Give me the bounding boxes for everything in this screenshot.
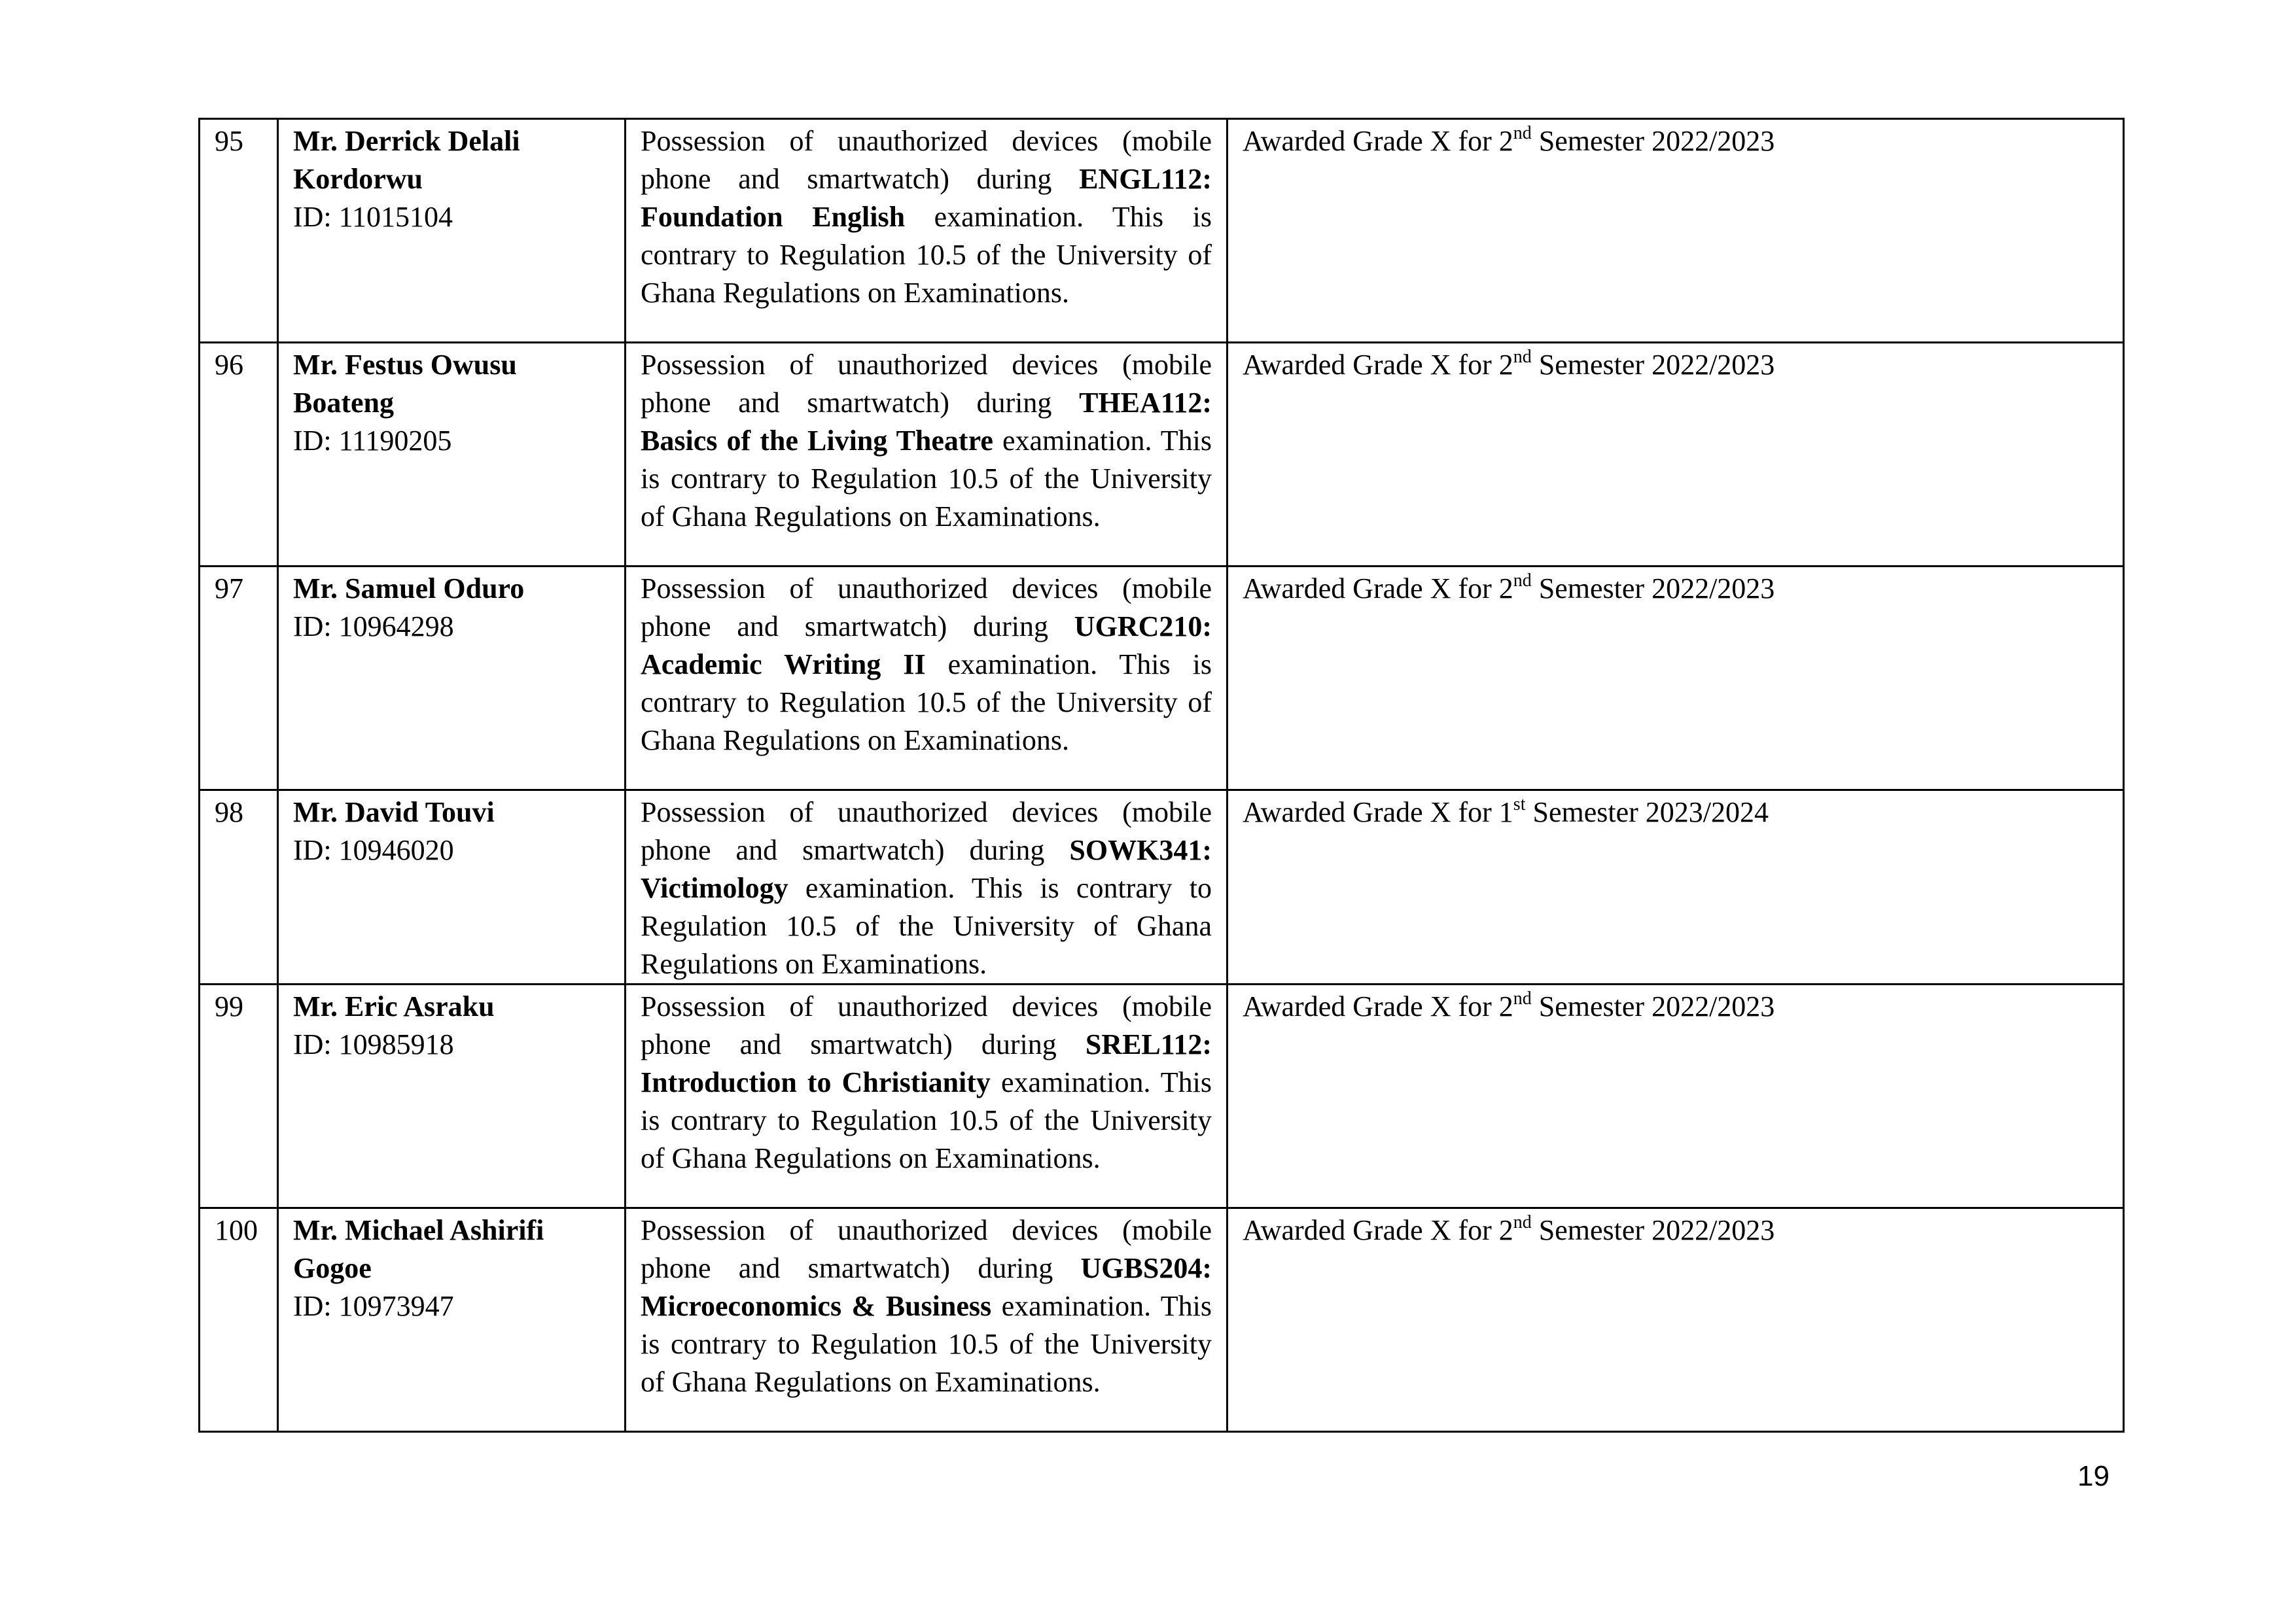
sanction-text-pre: Awarded Grade X for 2 bbox=[1243, 990, 1513, 1022]
offence-text-post: examination. This is contrary to Regulation 10.5 of the University of Ghana Regulations on Examinations. bbox=[641, 1290, 1212, 1398]
sanction-text-pre: Awarded Grade X for 1 bbox=[1243, 796, 1513, 828]
offence-text-post: examination. This is contrary to Regulation 10.5 of the University of Ghana Regulations on Examinations. bbox=[641, 1066, 1212, 1174]
table-row bbox=[200, 567, 2124, 790]
sanction-ordinal: nd bbox=[1513, 123, 1532, 144]
sanction-ordinal: nd bbox=[1513, 1212, 1532, 1233]
sanction-text-post: Semester 2022/2023 bbox=[1531, 990, 1775, 1022]
student-id-label: ID: bbox=[293, 610, 332, 642]
row-number: 97 bbox=[200, 567, 278, 790]
sanction-text-post: Semester 2022/2023 bbox=[1531, 125, 1775, 157]
sanction-cell bbox=[1227, 567, 2124, 790]
student-name: Mr. Eric Asraku bbox=[293, 990, 495, 1022]
offence-text-pre: Possession of unauthorized devices (mobile phone and smartwatch) during bbox=[641, 796, 1212, 866]
table-row bbox=[200, 790, 2124, 985]
student-name: Mr. David Touvi bbox=[293, 796, 495, 828]
offence-cell bbox=[626, 1208, 1227, 1432]
offence-cell bbox=[626, 567, 1227, 790]
sanction-cell bbox=[1227, 790, 2124, 985]
row-number: 98 bbox=[200, 790, 278, 985]
row-number: 95 bbox=[200, 119, 278, 343]
row-number: 100 bbox=[200, 1208, 278, 1432]
sanction-cell bbox=[1227, 343, 2124, 567]
student-name: Mr. Michael Ashirifi Gogoe bbox=[293, 1214, 544, 1284]
student-id-value: 10985918 bbox=[338, 1028, 454, 1060]
sanction-ordinal: nd bbox=[1513, 347, 1532, 368]
offence-text-post: examination. This is contrary to Regulation 10.5 of the University of Ghana Regulations on Examinations. bbox=[641, 425, 1212, 532]
sanction-cell bbox=[1227, 119, 2124, 343]
table-row bbox=[200, 1208, 2124, 1432]
sanction-text-post: Semester 2022/2023 bbox=[1531, 1214, 1775, 1246]
sanction-text-post: Semester 2022/2023 bbox=[1531, 349, 1775, 381]
sanction-ordinal: st bbox=[1513, 794, 1526, 815]
student-id-label: ID: bbox=[293, 1290, 332, 1322]
course-name: THEA112: Basics of the Living Theatre bbox=[641, 387, 1212, 457]
row-number: 99 bbox=[200, 985, 278, 1208]
disciplinary-table bbox=[198, 118, 2125, 1433]
student-id-value: 10964298 bbox=[338, 610, 454, 642]
offence-text-pre: Possession of unauthorized devices (mobile phone and smartwatch) during bbox=[641, 1214, 1212, 1284]
student-cell bbox=[278, 1208, 626, 1432]
sanction-text-post: Semester 2022/2023 bbox=[1531, 572, 1775, 604]
offence-text-pre: Possession of unauthorized devices (mobile phone and smartwatch) during bbox=[641, 990, 1212, 1060]
student-cell bbox=[278, 119, 626, 343]
student-id bbox=[293, 198, 610, 236]
sanction-text-pre: Awarded Grade X for 2 bbox=[1243, 572, 1513, 604]
student-cell bbox=[278, 790, 626, 985]
offence-text-pre: Possession of unauthorized devices (mobile phone and smartwatch) during bbox=[641, 125, 1212, 195]
sanction-text-pre: Awarded Grade X for 2 bbox=[1243, 349, 1513, 381]
row-number: 96 bbox=[200, 343, 278, 567]
offence-cell bbox=[626, 790, 1227, 985]
course-name: UGBS204: Microeconomics & Business bbox=[641, 1252, 1212, 1322]
offence-text-post: examination. This is contrary to Regulation 10.5 of the University of Ghana Regulations on Examinations. bbox=[641, 201, 1212, 309]
sanction-text-post: Semester 2023/2024 bbox=[1525, 796, 1769, 828]
student-id bbox=[293, 1287, 610, 1325]
course-name: SREL112: Introduction to Christianity bbox=[641, 1028, 1212, 1098]
page-number: 19 bbox=[2077, 1460, 2110, 1492]
table-row bbox=[200, 985, 2124, 1208]
student-id-value: 10946020 bbox=[338, 834, 454, 866]
student-cell bbox=[278, 985, 626, 1208]
student-id-label: ID: bbox=[293, 425, 332, 457]
course-name: UGRC210: Academic Writing II bbox=[641, 610, 1212, 680]
sanction-text-pre: Awarded Grade X for 2 bbox=[1243, 125, 1513, 157]
student-cell bbox=[278, 343, 626, 567]
sanction-ordinal: nd bbox=[1513, 570, 1532, 591]
student-id bbox=[293, 1026, 610, 1064]
student-id-label: ID: bbox=[293, 201, 332, 233]
course-name: ENGL112: Foundation English bbox=[641, 163, 1212, 233]
student-cell bbox=[278, 567, 626, 790]
sanction-cell bbox=[1227, 1208, 2124, 1432]
offence-cell bbox=[626, 119, 1227, 343]
student-id-value: 11190205 bbox=[338, 425, 452, 457]
offence-text-pre: Possession of unauthorized devices (mobile phone and smartwatch) during bbox=[641, 572, 1212, 642]
sanction-text-pre: Awarded Grade X for 2 bbox=[1243, 1214, 1513, 1246]
offence-text-pre: Possession of unauthorized devices (mobile phone and smartwatch) during bbox=[641, 349, 1212, 419]
student-name: Mr. Festus Owusu Boateng bbox=[293, 349, 517, 419]
offence-cell bbox=[626, 985, 1227, 1208]
student-id bbox=[293, 608, 610, 646]
offence-cell bbox=[626, 343, 1227, 567]
table-row bbox=[200, 343, 2124, 567]
offence-text-post: examination. This is contrary to Regulation 10.5 of the University of Ghana Regulations on Examinations. bbox=[641, 872, 1212, 980]
student-name: Mr. Derrick Delali Kordorwu bbox=[293, 125, 520, 195]
student-id-label: ID: bbox=[293, 834, 332, 866]
student-id bbox=[293, 831, 610, 869]
student-id-value: 11015104 bbox=[338, 201, 453, 233]
table-row bbox=[200, 119, 2124, 343]
student-id-label: ID: bbox=[293, 1028, 332, 1060]
course-name: SOWK341: Victimology bbox=[641, 834, 1212, 904]
student-id-value: 10973947 bbox=[338, 1290, 454, 1322]
offence-text-post: examination. This is contrary to Regulation 10.5 of the University of Ghana Regulations on Examinations. bbox=[641, 648, 1212, 756]
sanction-cell bbox=[1227, 985, 2124, 1208]
student-name: Mr. Samuel Oduro bbox=[293, 572, 525, 604]
sanction-ordinal: nd bbox=[1513, 988, 1532, 1009]
student-id bbox=[293, 422, 610, 460]
